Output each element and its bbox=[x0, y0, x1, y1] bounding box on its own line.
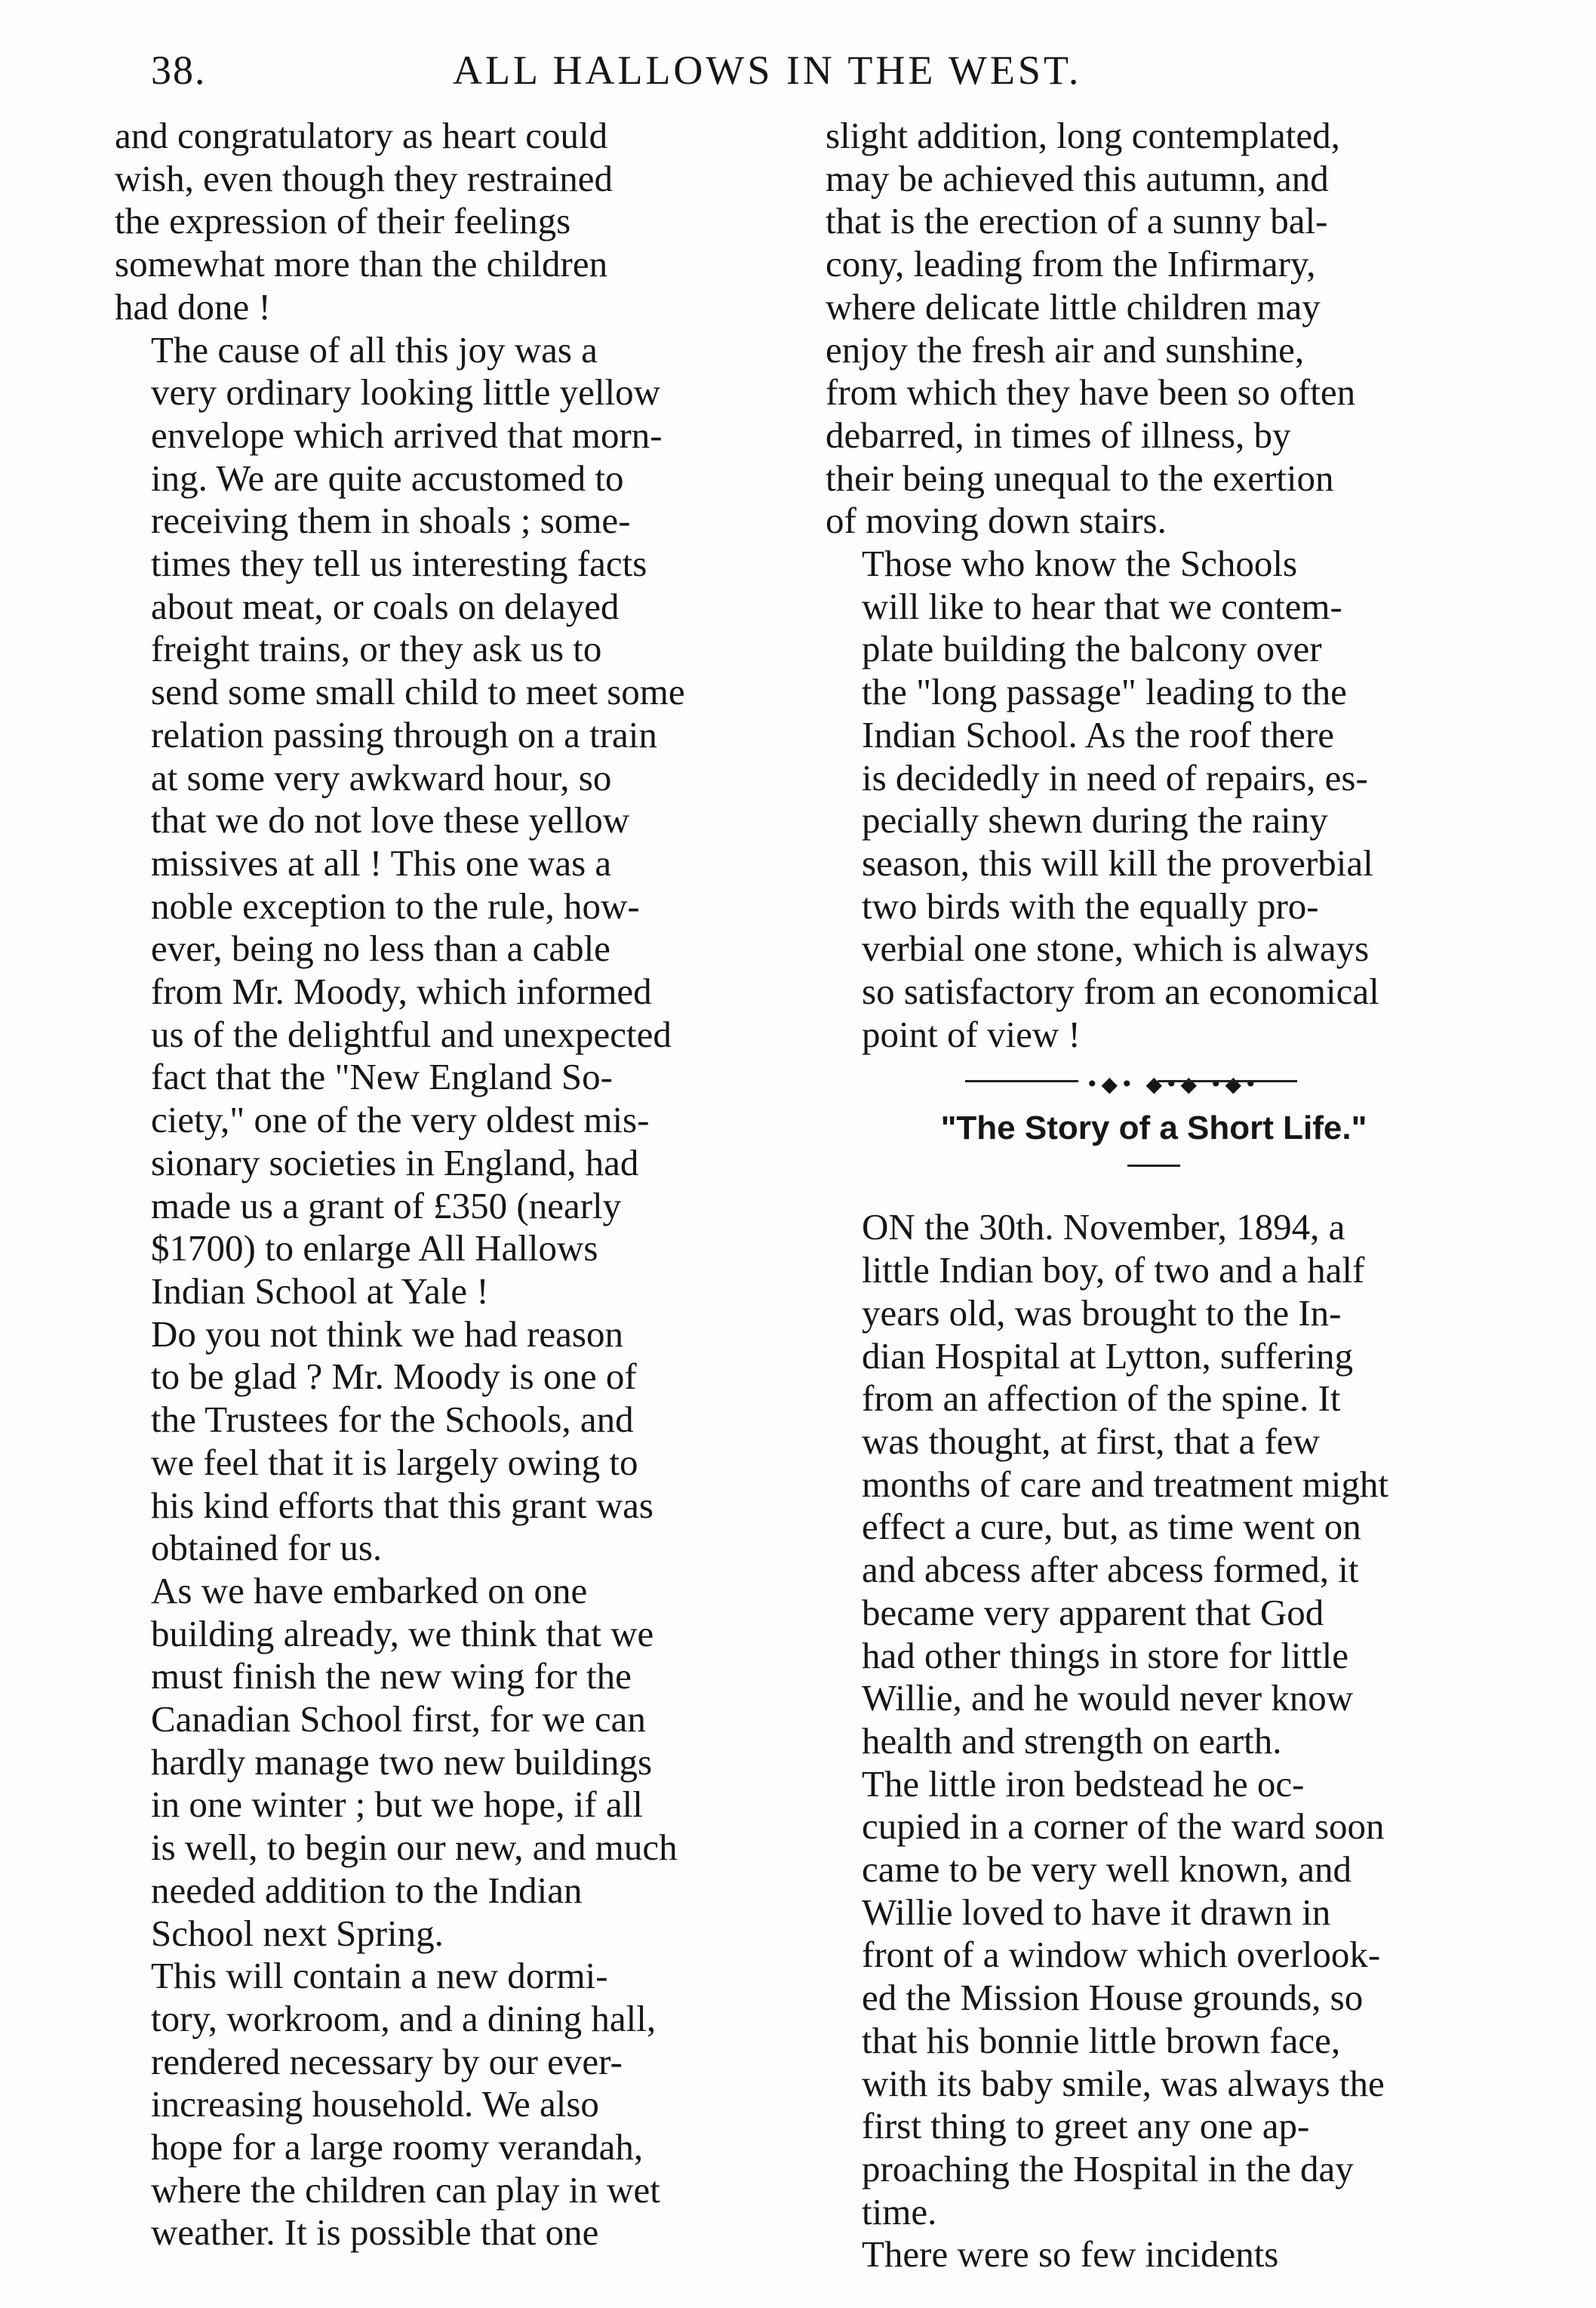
text-line: two birds with the equally pro- bbox=[862, 885, 1319, 927]
text-line: the Trustees for the Schools, and bbox=[151, 1399, 634, 1441]
text-line: ciety," one of the very oldest mis- bbox=[151, 1099, 650, 1141]
text-line: at some very awkward hour, so bbox=[151, 756, 612, 799]
section-divider-ornament bbox=[826, 1060, 1482, 1101]
text-line: time. bbox=[862, 2190, 937, 2233]
text-line: ever, being no less than a cable bbox=[151, 928, 610, 970]
divider-rule-left bbox=[965, 1080, 1078, 1082]
text-line: in one winter ; but we hope, if all bbox=[151, 1783, 643, 1826]
text-line: This will contain a new dormi- bbox=[151, 1955, 608, 1997]
text-line: their being unequal to the exertion bbox=[826, 457, 1334, 499]
paragraph bbox=[115, 1570, 770, 1955]
text-line: times they tell us interesting facts bbox=[151, 543, 647, 585]
text-line: the expression of their feelings bbox=[115, 200, 571, 242]
text-line: may be achieved this autumn, and bbox=[826, 157, 1329, 199]
text-line: receiving them in shoals ; some- bbox=[151, 500, 631, 542]
divider-rule-right bbox=[1158, 1080, 1297, 1082]
text-line: weather. It is possible that one bbox=[151, 2211, 599, 2254]
text-line: of moving down stairs. bbox=[826, 500, 1167, 542]
text-line: is decidedly in need of repairs, es- bbox=[862, 756, 1368, 799]
text-line: envelope which arrived that morn- bbox=[151, 414, 663, 456]
text-line: tory, workroom, and a dining hall, bbox=[151, 1997, 657, 2039]
text-line: verbial one stone, which is always bbox=[862, 928, 1370, 970]
text-line: came to be very well known, and bbox=[862, 1848, 1352, 1891]
text-line: first thing to greet any one ap- bbox=[862, 2105, 1310, 2147]
text-line: noble exception to the rule, how- bbox=[151, 885, 640, 927]
text-line: from an affection of the spine. It bbox=[862, 1377, 1341, 1420]
text-line: years old, was brought to the In- bbox=[862, 1291, 1342, 1334]
text-line: point of view ! bbox=[862, 1013, 1081, 1055]
paragraph bbox=[115, 115, 770, 329]
text-line: plate building the balcony over bbox=[862, 628, 1322, 670]
text-line: fact that the "New England So- bbox=[151, 1056, 613, 1098]
text-line: slight addition, long contemplated, bbox=[826, 115, 1340, 156]
text-line: somewhat more than the children bbox=[115, 243, 608, 285]
text-line: The little iron bedstead he oc- bbox=[862, 1762, 1305, 1805]
text-line: months of care and treatment might bbox=[862, 1463, 1389, 1505]
text-line: health and strength on earth. bbox=[862, 1719, 1282, 1762]
text-line: season, this will kill the proverbial bbox=[862, 842, 1373, 884]
text-line: ed the Mission House grounds, so bbox=[862, 1977, 1364, 2019]
text-line: about meat, or coals on delayed bbox=[151, 585, 620, 627]
text-line: must finish the new wing for the bbox=[151, 1655, 632, 1697]
text-line: cupied in a corner of the ward soon bbox=[862, 1805, 1385, 1848]
text-line: Do you not think we had reason bbox=[151, 1312, 623, 1355]
text-line: made us a grant of £350 (nearly bbox=[151, 1184, 622, 1226]
paragraph bbox=[115, 329, 770, 1313]
text-line: is well, to begin our new, and much bbox=[151, 1826, 678, 1869]
page-number: 38. bbox=[151, 48, 207, 93]
ornament-glyph: •◆• ◆•◆ •◆• bbox=[1086, 1072, 1260, 1097]
text-line: where delicate little children may bbox=[826, 285, 1321, 328]
text-line: School next Spring. bbox=[151, 1912, 444, 1954]
text-line: from Mr. Moody, which informed bbox=[151, 971, 652, 1013]
text-line: where the children can play in wet bbox=[151, 2168, 660, 2211]
text-line: was thought, at first, that a few bbox=[862, 1420, 1320, 1462]
text-line: from which they have been so often bbox=[826, 371, 1356, 414]
text-line: will like to hear that we contem- bbox=[862, 585, 1342, 627]
text-line: increasing household. We also bbox=[151, 2083, 599, 2125]
text-line: we feel that it is largely owing to bbox=[151, 1441, 638, 1483]
text-line: relation passing through on a train bbox=[151, 713, 657, 755]
text-line: hope for a large roomy verandah, bbox=[151, 2126, 644, 2168]
text-line: ON the 30th. November, 1894, a bbox=[862, 1206, 1345, 1248]
text-line: As we have embarked on one bbox=[151, 1569, 588, 1611]
text-line: Indian School. As the roof there bbox=[862, 713, 1334, 755]
text-line: and abcess after abcess formed, it bbox=[862, 1549, 1359, 1591]
text-line: building already, we think that we bbox=[151, 1612, 654, 1654]
text-line: needed addition to the Indian bbox=[151, 1869, 583, 1911]
section-title: "The Story of a Short Life." bbox=[940, 1109, 1367, 1147]
paragraph bbox=[115, 1955, 770, 2254]
text-line: enjoy the fresh air and sunshine, bbox=[826, 328, 1305, 371]
text-line: had other things in store for little bbox=[862, 1634, 1349, 1676]
paragraph bbox=[115, 1313, 770, 1570]
page-header bbox=[0, 47, 1596, 107]
paragraph bbox=[826, 1206, 1482, 1762]
text-line: very ordinary looking little yellow bbox=[151, 371, 660, 414]
text-line: front of a window which overlook- bbox=[862, 1934, 1381, 1976]
text-line: us of the delightful and unexpected bbox=[151, 1013, 672, 1055]
text-line: to be glad ? Mr. Moody is one of bbox=[151, 1356, 637, 1398]
text-line: so satisfactory from an economical bbox=[862, 971, 1379, 1013]
text-line: the "long passage" leading to the bbox=[862, 671, 1347, 713]
text-line: became very apparent that God bbox=[862, 1591, 1324, 1633]
text-line: ing. We are quite accustomed to bbox=[151, 457, 624, 499]
text-line: send some small child to meet some bbox=[151, 671, 685, 713]
text-line: cony, leading from the Infirmary, bbox=[826, 243, 1316, 285]
text-line: obtained for us. bbox=[151, 1527, 383, 1569]
title-underline-rule bbox=[1127, 1165, 1180, 1167]
text-line: Willie, and he would never know bbox=[862, 1677, 1354, 1719]
text-line: missives at all ! This one was a bbox=[151, 842, 612, 884]
text-line: rendered necessary by our ever- bbox=[151, 2040, 623, 2082]
paragraph bbox=[826, 1763, 1482, 2234]
right-column bbox=[826, 115, 1482, 2273]
text-line: Canadian School first, for we can bbox=[151, 1698, 646, 1740]
text-line: sionary societies in England, had bbox=[151, 1141, 639, 1183]
text-line: debarred, in times of illness, by bbox=[826, 414, 1291, 456]
text-line: The cause of all this joy was a bbox=[151, 328, 598, 371]
text-line: and congratulatory as heart could bbox=[115, 115, 608, 156]
text-line: Those who know the Schools bbox=[862, 543, 1298, 585]
text-line: little Indian boy, of two and a half bbox=[862, 1249, 1365, 1291]
text-line: that his bonnie little brown face, bbox=[862, 2019, 1341, 2061]
text-line: his kind efforts that this grant was bbox=[151, 1484, 653, 1526]
text-line: wish, even though they restrained bbox=[115, 157, 613, 199]
text-line: effect a cure, but, as time went on bbox=[862, 1506, 1361, 1548]
text-line: that we do not love these yellow bbox=[151, 799, 630, 842]
text-line: freight trains, or they ask us to bbox=[151, 628, 602, 670]
text-line: dian Hospital at Lytton, suffering bbox=[862, 1334, 1353, 1377]
text-line: that is the erection of a sunny bal- bbox=[826, 200, 1328, 242]
left-column bbox=[115, 115, 770, 2273]
text-line: pecially shewn during the rainy bbox=[862, 799, 1328, 842]
text-line: Indian School at Yale ! bbox=[151, 1269, 489, 1312]
running-head: ALL HALLOWS IN THE WEST. bbox=[453, 48, 1082, 93]
text-line: proaching the Hospital in the day bbox=[862, 2147, 1354, 2190]
text-line: Willie loved to have it drawn in bbox=[862, 1891, 1331, 1933]
paragraph bbox=[826, 115, 1482, 543]
text-line: There were so few incidents bbox=[862, 2233, 1279, 2273]
text-line: $1700) to enlarge All Hallows bbox=[151, 1227, 598, 1269]
text-line: hardly manage two new buildings bbox=[151, 1740, 653, 1783]
text-line: with its baby smile, was always the bbox=[862, 2062, 1385, 2104]
paragraph bbox=[826, 543, 1482, 1056]
paragraph bbox=[826, 2233, 1482, 2273]
text-line: had done ! bbox=[115, 285, 271, 328]
